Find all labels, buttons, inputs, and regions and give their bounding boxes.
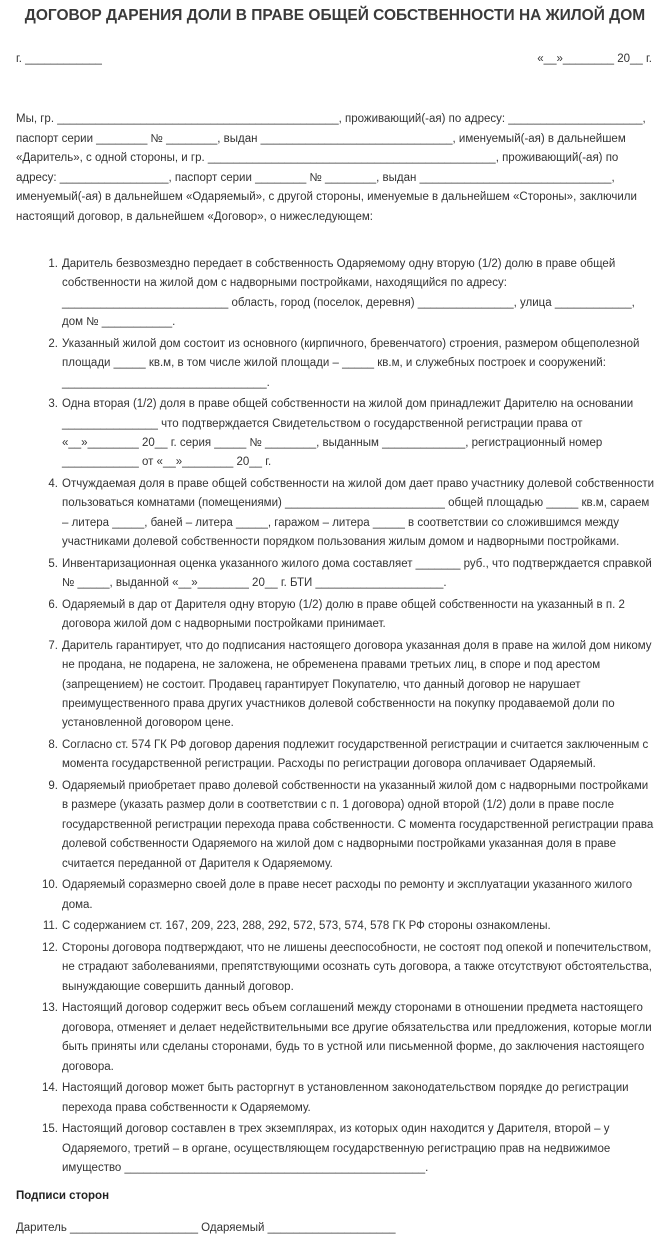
signatures-line: Даритель ____________________ Одаряемый ____________________ <box>16 1222 396 1234</box>
intro-paragraph <box>16 110 656 227</box>
clause-number: 14. <box>42 1082 58 1095</box>
clause-number: 1. <box>48 258 58 270</box>
clause-text: Стороны договора подтверждают, что не лишены дееспособности, не состоят под опекой и попечительством, не страдают заболеваниями, препятствующими осознать суть договора, а также отсутствуют обстоятельства, вынуждающие совершить данный договор. <box>62 941 652 993</box>
clause-item <box>42 876 656 915</box>
clause-number: 6. <box>48 598 58 611</box>
clauses-list <box>42 255 656 1181</box>
clause-number: 10. <box>42 879 58 892</box>
clause-text: Одна вторая (1/2) доля в праве общей собственности на жилой дом принадлежит Дарителю на основании _______________ что подтверждается Свидетельством о государственной регистрации права от «__»________ 20__ г. серия _____ № ________, выданным _____________, регистрационный номер ____________ от «__»________ 20__ г. <box>62 398 634 469</box>
clause-number: 5. <box>48 557 58 570</box>
clause-text: Согласно ст. 574 ГК РФ договор дарения подлежит государственной регистрации и считается заключенным с момента государственной регистрации. Расходы по регистрации договора оплачивает Одаряемый. <box>62 739 649 771</box>
clause-item <box>42 335 656 393</box>
clause-number: 13. <box>42 1002 58 1015</box>
clause-number: 2. <box>48 337 58 350</box>
clause-item <box>42 475 656 553</box>
clause-item <box>42 999 656 1077</box>
clause-text: Настоящий договор составлен в трех экземплярах, из которых один находится у Дарителя, второй – у Одаряемого, третий – в органе, осуществляющем государственную регистрацию прав на недвижимое имущество _______________________________________________. <box>62 1123 611 1174</box>
clause-text: Одаряемый приобретает право долевой собственности на указанный жилой дом с надворными постройками в размере (указать размер доли в соответствии с п. 1 договора) одной второй (1/2) доли в праве после государственной регистрации перехода права собственности. С момента государственной регистрации права долевой собственности Одаряемого на жилой дом с надворными постройками указанная доля в праве считается переданной от Дарителя к Одаряемому. <box>62 780 654 870</box>
document-title: ДОГОВОР ДАРЕНИЯ ДОЛИ В ПРАВЕ ОБЩЕЙ СОБСТВЕННОСТИ НА ЖИЛОЙ ДОМ <box>24 7 646 24</box>
clause-number: 3. <box>48 398 58 411</box>
clause-item <box>42 736 656 775</box>
clause-item <box>42 917 656 936</box>
clause-item <box>42 395 656 473</box>
clause-text: Одаряемый соразмерно своей доле в праве несет расходы по ремонту и эксплуатации указанного жилого дома. <box>62 879 633 911</box>
clause-text: Инвентаризационная оценка указанного жилого дома составляет _______ руб., что подтверждается справкой № _____, выданной «__»________ 20__ г. БТИ ____________________. <box>62 557 652 590</box>
clause-item <box>42 555 656 594</box>
clause-item <box>42 637 656 734</box>
clause-text: Настоящий договор может быть расторгнут в установленном законодательством порядке до регистрации перехода права собственности к Одаряемому. <box>62 1082 629 1114</box>
clause-text: Даритель безвозмездно передает в собственность Одаряемому одну вторую (1/2) долю в праве общей собственности на жилой дом с надворными постройками, находящийся по адресу: __________________________ область, город (поселок, деревня) _______________, улица ____________, дом № ___________. <box>62 258 635 329</box>
clause-number: 12. <box>42 941 58 954</box>
clause-text: Настоящий договор содержит весь объем соглашений между сторонами в отношении предмета настоящего договора, отменяет и делает недействительными все другие обязательства или предложения, которые могли быть приняты или сделаны сторонами, будь то в устной или письменной форме, до заключения настоящего договора. <box>62 1002 652 1073</box>
clause-number: 4. <box>48 478 58 491</box>
clause-number: 9. <box>48 780 58 793</box>
clause-text: Отчуждаемая доля в праве общей собственности на жилой дом дает право участнику долевой собственности пользоваться комнатами (помещениями) _________________________ общей площадью _____ кв.м, сараем – литера _____, баней – литера _____, гаражом – литера _____ в соответствии со сложившимся между участниками долевой собственности порядком пользования жилым домом и надворными постройками. <box>62 478 655 549</box>
clause-number: 7. <box>48 639 58 652</box>
clause-item <box>42 255 656 333</box>
intro-text: Мы, гр. ____________________________________________, проживающий(-ая) по адресу: _____________________, паспорт серии ________ № ________, выдан ______________________________, именуемый(-ая) в дальнейшем «Даритель», с одной стороны, и гр. _____________________________________________, проживающий(-ая) по адресу: _________________, паспорт серии ________ № ________, выдан ______________________________, именуемый(-ая) в дальнейшем «Одаряемый», с другой стороны, именуемые в дальнейшем «Стороны», заключили настоящий договор, в дальнейшем «Договор», о нижеследующем: <box>16 113 646 223</box>
signatures-heading: Подписи сторон <box>16 1190 110 1202</box>
clause-item <box>42 1079 656 1118</box>
clause-text: С содержанием ст. 167, 209, 223, 288, 292, 572, 573, 574, 578 ГК РФ стороны ознакомлены. <box>62 920 551 933</box>
clause-text: Даритель гарантирует, что до подписания настоящего договора указанная доля в праве на жилой дом никому не продана, не подарена, не заложена, не обременена правами третьих лиц, в споре и под арестом (запрещением) не состоит. Продавец гарантирует Покупателю, что данный договор не нарушает преимущественного права других участников долевой собственности на покупку продаваемой доли по установленной договором цене. <box>62 639 652 730</box>
clause-text: Одаряемый в дар от Дарителя одну вторую (1/2) долю в праве общей собственности на указанный в п. 2 договора жилой дом с надворными постройками принимает. <box>62 598 625 631</box>
clause-number: 15. <box>42 1123 58 1136</box>
clause-text: Указанный жилой дом состоит из основного (кирпичного, бревенчатого) строения, размером общеполезной площади _____ кв.м, в том числе жилой площади – _____ кв.м, и служебных построек и сооружений: ________________________________. <box>62 337 640 389</box>
place-field: г. ____________ <box>16 53 102 65</box>
date-field: «__»________ 20__ г. <box>537 53 652 65</box>
clause-item <box>42 596 656 635</box>
clause-item <box>42 1120 656 1178</box>
clause-number: 8. <box>48 739 58 752</box>
clause-item <box>42 777 656 874</box>
clause-item <box>42 939 656 997</box>
clause-number: 11. <box>42 920 58 933</box>
